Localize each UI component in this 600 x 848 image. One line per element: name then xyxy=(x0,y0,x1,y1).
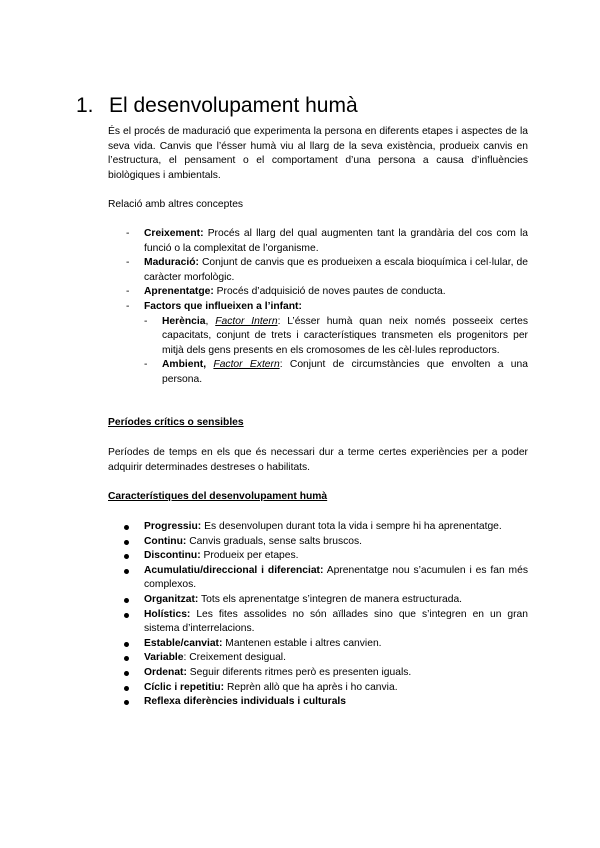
factor-text: : Conjunt de circumstàncies que envolten a una persona. xyxy=(162,359,528,385)
list-item xyxy=(108,695,528,710)
item-text: Produeix per etapes. xyxy=(200,550,299,562)
item-text: Aprenentatge nou s’acumulen i es fan més complexos. xyxy=(144,564,528,591)
page-title xyxy=(76,93,358,119)
list-item xyxy=(108,593,528,608)
item-text: : Creixement desigual. xyxy=(183,652,286,664)
item-text: Tots els aprenentatge s’integren de manera estructurada. xyxy=(198,593,463,605)
list-item xyxy=(108,651,528,666)
list-item xyxy=(108,666,528,681)
bullet-icon xyxy=(124,613,129,618)
factor-type: Factor Extern xyxy=(213,359,280,371)
item-text: Mantenen estable i altres canvien. xyxy=(222,637,382,649)
list-item xyxy=(108,637,528,652)
factor-term: Herència xyxy=(162,315,206,327)
list-item xyxy=(108,608,528,637)
bullet-icon xyxy=(124,642,129,647)
list-item xyxy=(144,315,528,359)
dash-marker: - xyxy=(144,359,148,371)
item-term: Ordenat: xyxy=(144,666,187,678)
bullet-icon xyxy=(124,525,129,530)
dash-marker: - xyxy=(126,257,130,269)
list-item xyxy=(108,285,528,300)
item-term: Cíclic i repetitiu: xyxy=(144,681,225,693)
heading-number: 1. xyxy=(76,94,94,117)
list-item xyxy=(108,300,528,315)
item-term: Discontinu: xyxy=(144,550,201,562)
bullet-icon xyxy=(124,671,129,676)
factor-term: Ambient, xyxy=(162,359,207,371)
periodes-heading: Períodes crítics o sensibles xyxy=(108,417,244,428)
bullet-icon xyxy=(124,598,129,603)
bullet-icon xyxy=(124,540,129,545)
list-item xyxy=(108,520,528,535)
item-term: Holístics: xyxy=(144,608,191,620)
list-item xyxy=(108,681,528,696)
heading-title: El desenvolupament humà xyxy=(109,94,358,117)
dash-marker: - xyxy=(126,228,130,239)
dash-marker: - xyxy=(126,286,130,298)
list-item xyxy=(108,564,528,593)
item-text: Es desenvolupen durant tota la vida i sempre hi ha aprenentatge. xyxy=(201,521,502,532)
bullet-icon xyxy=(124,700,129,705)
list-item xyxy=(108,549,528,564)
item-term: Variable xyxy=(144,652,184,664)
factor-type: Factor Intern xyxy=(215,315,278,327)
concept-term: Factors que influeixen a l’infant: xyxy=(144,300,302,312)
periodes-paragraph: Períodes de temps en els que és necessari dur a terme certes experiències per a poder adquirir determinades destreses o habilitats. xyxy=(108,447,528,473)
concept-text: Conjunt de canvis que es produeixen a escala bioquímica i cel·lular, de caràcter morfològic. xyxy=(144,257,528,283)
item-term: Acumulatiu/direccional i diferenciat: xyxy=(144,564,324,576)
bullet-icon xyxy=(124,656,129,661)
dash-marker: - xyxy=(144,315,148,327)
caracteristiques-list xyxy=(108,520,528,710)
bullet-icon xyxy=(124,569,129,574)
item-term: Estable/canviat: xyxy=(144,637,223,649)
list-item xyxy=(108,256,528,285)
concept-term: Maduració: xyxy=(144,257,199,269)
item-text: Les fites assolides no són aïllades sino que s’integren en un gran sistema d’interrelacions. xyxy=(144,608,528,635)
intro-paragraph: És el procés de maduració que experimenta la persona en diferents etapes i aspectes de la seva vida. Canvis que l’ésser humà viu al llarg de la seva existència, produeix canvis en l’estructura, el pensament o el comportament d’una persona a causa d’influències biològiques i ambientals. xyxy=(108,126,528,181)
list-item xyxy=(108,227,528,256)
bullet-icon xyxy=(124,686,129,691)
concept-text: Procés al llarg del qual augmenten tant la grandària del cos com la funció o la complexitat de l’organisme. xyxy=(144,228,528,254)
item-text: Seguir diferents ritmes però es presenten iguals. xyxy=(186,666,412,678)
item-term: Organitzat: xyxy=(144,593,199,605)
item-text: Canvis graduals, sense salts bruscos. xyxy=(186,535,363,547)
factors-list xyxy=(144,315,528,388)
item-term: Continu: xyxy=(144,535,187,547)
item-term: Progressiu: xyxy=(144,521,202,532)
dash-marker: - xyxy=(126,300,130,312)
concept-term: Creixement: xyxy=(144,228,204,239)
concepts-list xyxy=(108,227,528,388)
caracteristiques-heading: Característiques del desenvolupament humà xyxy=(108,491,328,502)
list-item xyxy=(144,358,528,387)
factor-sep: , xyxy=(205,315,216,327)
concept-text: Procés d’adquisició de noves pautes de conducta. xyxy=(213,286,446,298)
item-term: Reflexa diferències individuals i culturals xyxy=(144,696,347,708)
bullet-icon xyxy=(124,554,129,559)
factor-text: : L’ésser humà quan neix només posseeix certes capacitats, conjunt de trets i característiques transmeten els progenitors per mitjà dels gens presents en els cromosomes de les cèl·lules reproductors. xyxy=(162,315,528,356)
relacio-label: Relació amb altres conceptes xyxy=(108,199,244,210)
concept-term: Aprenentatge: xyxy=(144,286,214,298)
item-text: Reprèn allò que ha après i ho canvia. xyxy=(224,681,398,693)
list-item xyxy=(108,535,528,550)
